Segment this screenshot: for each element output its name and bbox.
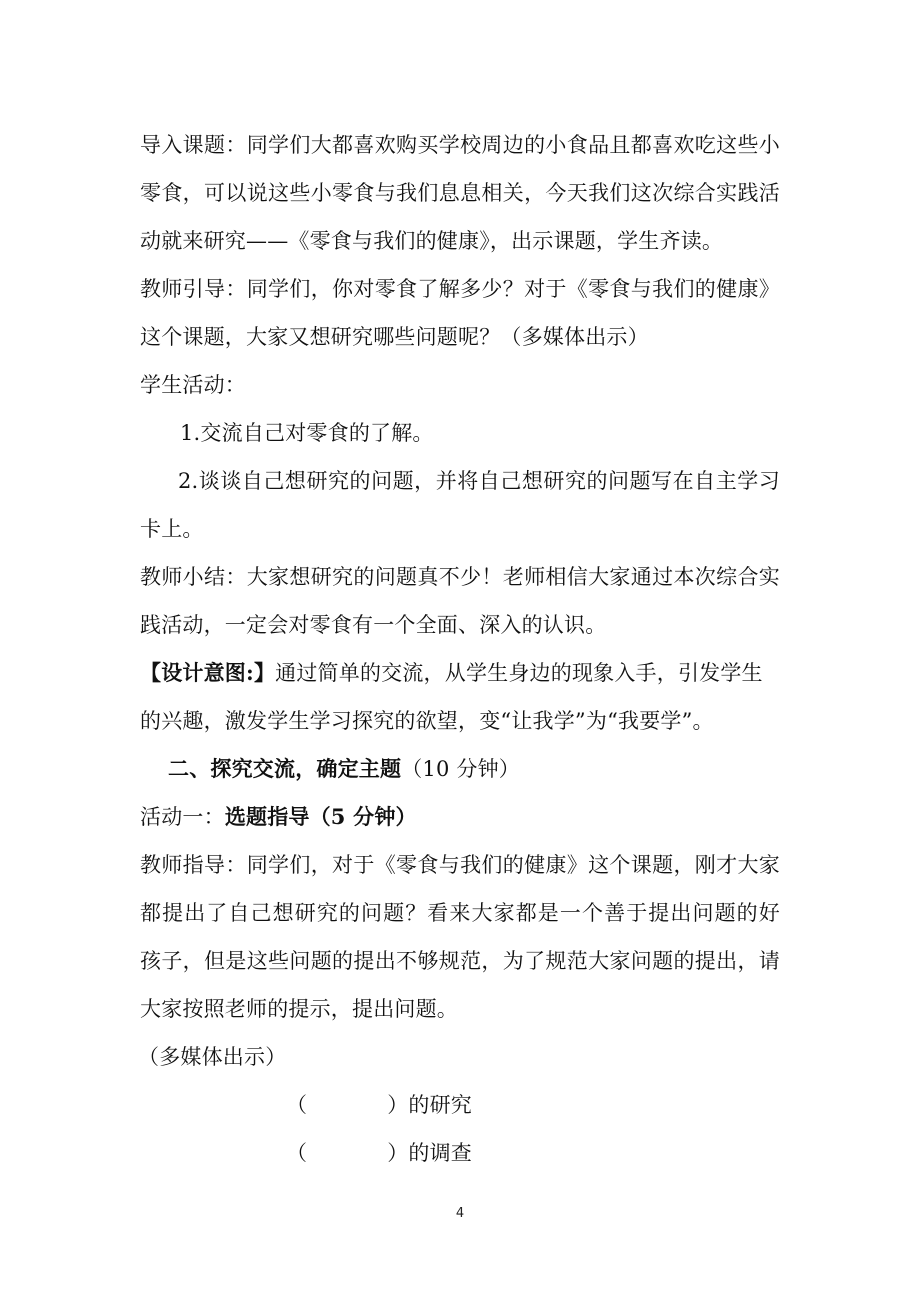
design-intent-line-2: 的兴趣，激发学生学习探究的欲望，变“让我学”为“我要学”。	[140, 709, 714, 733]
design-intent-text: 通过简单的交流，从学生身边的现象入手，引发学生	[275, 661, 763, 685]
paragraph-intro-line-1: 导入课题：同学们大都喜欢购买学校周边的小食品且都喜欢吃这些小	[140, 133, 780, 157]
blank-open-paren: （	[286, 1093, 308, 1117]
blank-open-paren: （	[286, 1141, 308, 1165]
student-activity-item-2-line-2: 卡上。	[140, 517, 204, 541]
blank-suffix: 的调查	[408, 1141, 473, 1165]
student-activity-item-1: 1.交流自己对零食的了解。	[180, 421, 434, 445]
design-intent-label: 【设计意图:】	[140, 660, 276, 685]
fill-blank-survey	[286, 1138, 472, 1168]
section-heading-2	[168, 754, 520, 784]
activity-one-heading	[140, 802, 417, 832]
paragraph-teacher-instruction-line-1: 教师指导：同学们，对于《零食与我们的健康》这个课题，刚才大家	[140, 853, 780, 877]
section-heading-time: （10 分钟）	[401, 757, 520, 781]
student-activity-label: 学生活动：	[140, 373, 246, 397]
section-heading-title: 二、探究交流，确定主题	[168, 756, 402, 781]
activity-one-prefix: 活动一：	[140, 805, 225, 829]
blank-close-paren: ）	[387, 1093, 409, 1117]
paragraph-teacher-summary-line-1: 教师小结：大家想研究的问题真不少！老师相信大家通过本次综合实	[140, 565, 780, 589]
paragraph-teacher-guide-line-2: 这个课题，大家又想研究哪些问题呢？（多媒体出示）	[140, 325, 649, 349]
paragraph-teacher-instruction-line-3: 孩子，但是这些问题的提出不够规范，为了规范大家问题的提出，请	[140, 949, 780, 973]
activity-one-title: 选题指导（5 分钟）	[224, 804, 417, 829]
paragraph-intro-line-2: 零食，可以说这些小零食与我们息息相关，今天我们这次综合实践活	[140, 181, 780, 205]
design-intent-line-1	[140, 658, 780, 688]
blank-close-paren: ）	[387, 1141, 409, 1165]
page-number: 4	[455, 1206, 465, 1221]
paragraph-teacher-instruction-line-2: 都提出了自己想研究的问题？看来大家都是一个善于提出问题的好	[140, 901, 780, 925]
multimedia-note: （多媒体出示）	[138, 1045, 287, 1069]
fill-blank-research	[286, 1090, 472, 1120]
paragraph-teacher-guide-line-1: 教师引导：同学们，你对零食了解多少？对于《零食与我们的健康》	[140, 277, 780, 301]
paragraph-teacher-summary-line-2: 践活动，一定会对零食有一个全面、深入的认识。	[140, 613, 607, 637]
paragraph-teacher-instruction-line-4: 大家按照老师的提示，提出问题。	[140, 997, 458, 1021]
paragraph-intro-line-3: 动就来研究——《零食与我们的健康》，出示课题，学生齐读。	[140, 229, 724, 253]
blank-suffix: 的研究	[408, 1093, 473, 1117]
student-activity-item-2-line-1: 2.谈谈自己想研究的问题，并将自己想研究的问题写在自主学习	[178, 469, 780, 493]
